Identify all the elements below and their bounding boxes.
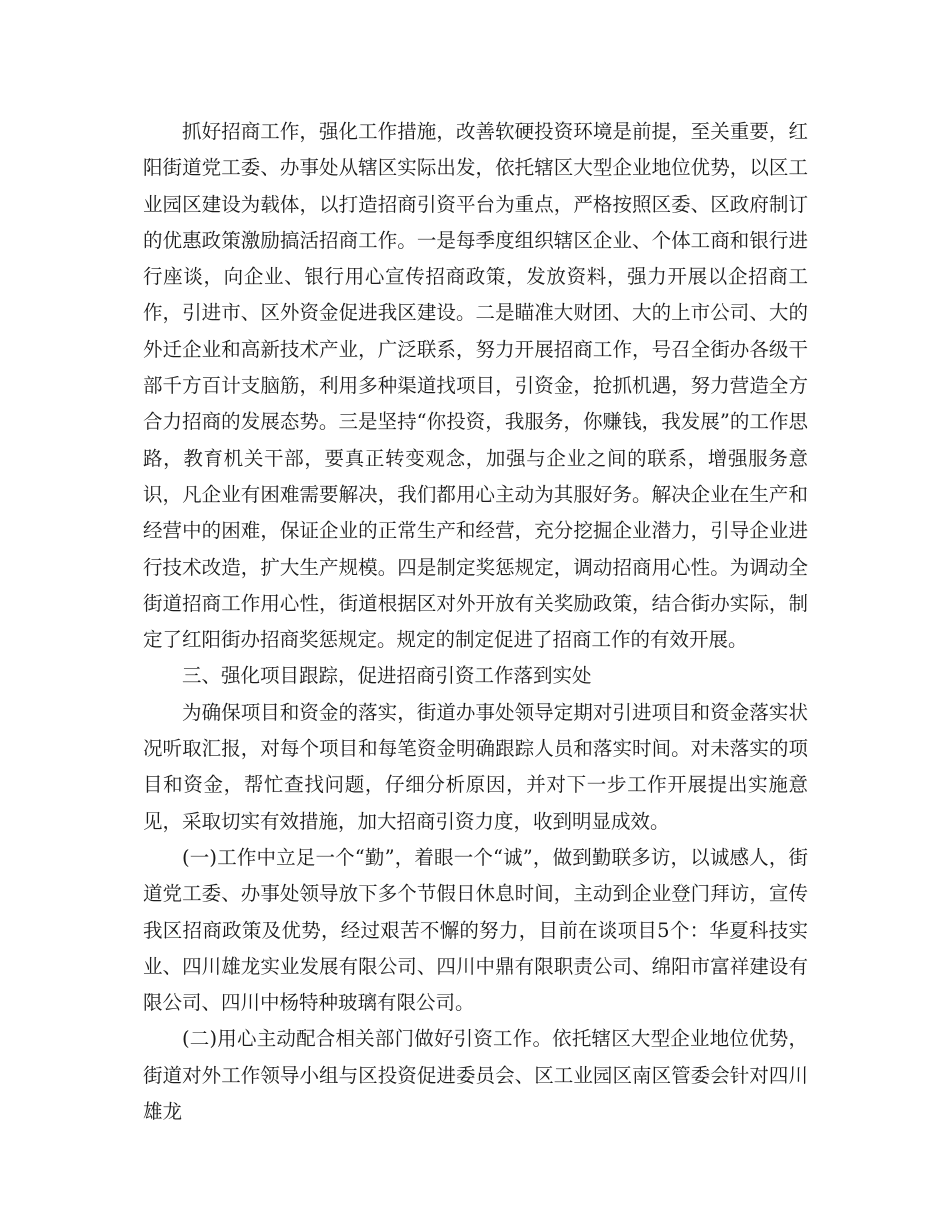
paragraph-investment-environment: 抓好招商工作，强化工作措施，改善软硬投资环境是前提，至关重要，红阳街道党工委、办事处从辖区实际出发，依托辖区大型企业地位优势，以区工业园区建设为载体，以打造招商引资平台为重点，严格按照区委、区政府制订的优惠政策激励搞活招商工作。一是每季度组织辖区企业、个体工商和银行进行座谈，向企业、银行用心宣传招商政策，发放资料，强力开展以企招商工作，引进市、区外资金促进我区建设。二是瞄准大财团、大的上市公司、大的外迁企业和高新技术产业，广泛联系，努力开展招商工作，号召全街办各级干部千方百计支脑筋，利用多种渠道找项目，引资金，抢抓机遇，努力营造全方合力招商的发展态势。三是坚持“你投资，我服务，你赚钱，我发展”的工作思路，教育机关干部，要真正转变观念，加强与企业之间的联系，增强服务意识，凡企业有困难需要解决，我们都用心主动为其服好务。解决企业在生产和经营中的困难，保证企业的正常生产和经营，充分挖掘企业潜力，引导企业进行技术改造，扩大生产规模。四是制定奖惩规定，调动招商用心性。为调动全街道招商工作用心性，街道根据区对外开放有关奖励政策，结合街办实际，制定了红阳街办招商奖惩规定。规定的制定促进了招商工作的有效开展。 (143, 120, 808, 652)
document-body (143, 114, 808, 1130)
section-heading-project-tracking: 三、强化项目跟踪，促进招商引资工作落到实处 (182, 664, 592, 688)
paragraph-diligence-sincerity: (一)工作中立足一个“勤”，着眼一个“诚”，做到勤联多访，以诚感人，街道党工委、办事处领导放下多个节假日休息时间，主动到企业登门拜访，宣传我区招商政策及优势，经过艰苦不懈的努力，目前在谈项目5个：华夏科技实业、四川雄龙实业发展有限公司、四川中鼎有限职责公司、绵阳市富祥建设有限公司、四川中杨特种玻璃有限公司。 (143, 845, 808, 1015)
paragraph-project-implementation: 为确保项目和资金的落实，街道办事处领导定期对引进项目和资金落实状况听取汇报，对每个项目和每笔资金明确跟踪人员和落实时间。对未落实的项目和资金，帮忙查找问题，仔细分析原因，并对下一步工作开展提出实施意见，采取切实有效措施，加大招商引资力度，收到明显成效。 (143, 700, 808, 833)
paragraph-cooperation: (二)用心主动配合相关部门做好引资工作。依托辖区大型企业地位优势，街道对外工作领导小组与区投资促进委员会、区工业园区南区管委会针对四川雄龙 (143, 1027, 808, 1124)
